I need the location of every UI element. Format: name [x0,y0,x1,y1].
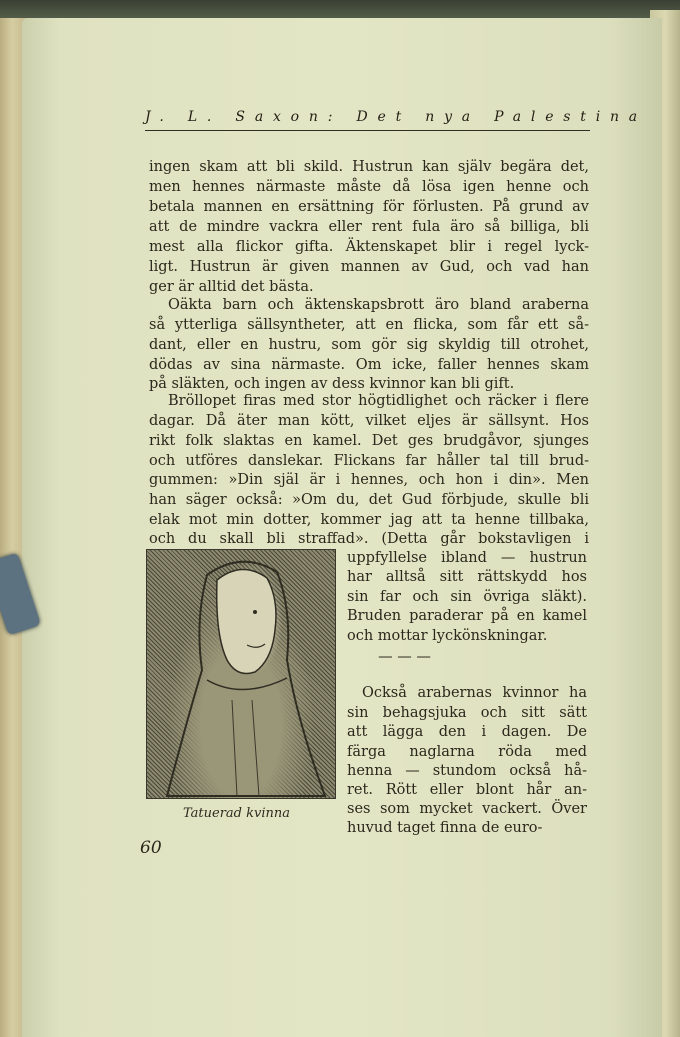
body-line: att de mindre vackra eller rent fula äro så billiga, bli [149,219,589,235]
illustration-tattooed-woman [146,549,336,799]
body-line: dagar. Då äter man kött, vilket eljes är sällsynt. Hos [149,413,589,429]
body-line: färga naglarna röda med [347,744,587,760]
body-line: och du skall bli straffad». (Detta går bokstavligen i [149,531,589,547]
body-line: Bruden paraderar på en kamel [347,608,587,624]
body-line: Också arabernas kvinnor ha [362,685,587,701]
body-line: på släkten, och ingen av dess kvinnor kan bli gift. [149,376,515,392]
body-line: henna — stundom också hå- [347,763,587,779]
body-line: Bröllopet firas med stor högtidlighet och räcker i flere [168,393,589,409]
body-line: ret. Rött eller blont hår an- [347,782,587,798]
body-line: ingen skam att bli skild. Hustrun kan själv begära det, [149,159,589,175]
body-line: Oäkta barn och äktenskapsbrott äro bland araberna [168,297,589,313]
running-title: J. L. Saxon: Det nya Palestina [145,109,647,125]
body-line: dant, eller en hustru, som gör sig skyldig till otrohet, [149,337,589,353]
body-line: ses som mycket vackert. Över [347,801,587,817]
body-line: att lägga den i dagen. De [347,724,587,740]
body-line: sin behagsjuka och sitt sätt [347,705,587,721]
body-line: mest alla flickor gifta. Äktenskapet blir i regel lyck- [149,239,589,255]
body-line: ligt. Hustrun är given mannen av Gud, och vad han [149,259,589,275]
body-line: gummen: »Din själ är i hennes, och hon i din». Men [149,472,589,488]
body-line: men hennes närmaste måste då lösa igen henne och [149,179,589,195]
body-line: betala mannen en ersättning för förlusten. På grund av [149,199,589,215]
body-line: han säger också: »Om du, det Gud förbjude, skulle bli [149,492,589,508]
body-line: huvud taget finna de euro- [347,820,543,836]
body-line: dödas av sina närmaste. Om icke, faller hennes skam [149,357,589,373]
page-number: 60 [140,838,162,858]
body-line: uppfyllelse ibland — hustrun [347,550,587,566]
portrait-sketch [147,550,335,798]
body-line: så ytterliga sällsyntheter, att en flicka, som får ett så- [149,317,589,333]
figure-caption: Tatuerad kvinna [183,806,290,821]
body-line: och mottar lyckönskningar. [347,628,548,644]
body-line: och utföres danslekar. Flickans far håller tal till brud- [149,453,589,469]
section-separator: — — — [378,649,431,665]
body-line: ger är alltid det bästa. [149,279,314,295]
body-line: sin far och sin övriga släkt). [347,589,587,605]
running-header [145,106,647,131]
body-line: rikt folk slaktas en kamel. Det ges brudgåvor, sjunges [149,433,589,449]
body-line: elak mot min dotter, kommer jag att ta henne tillbaka, [149,512,589,528]
body-line: har alltså sitt rättskydd hos [347,569,587,585]
